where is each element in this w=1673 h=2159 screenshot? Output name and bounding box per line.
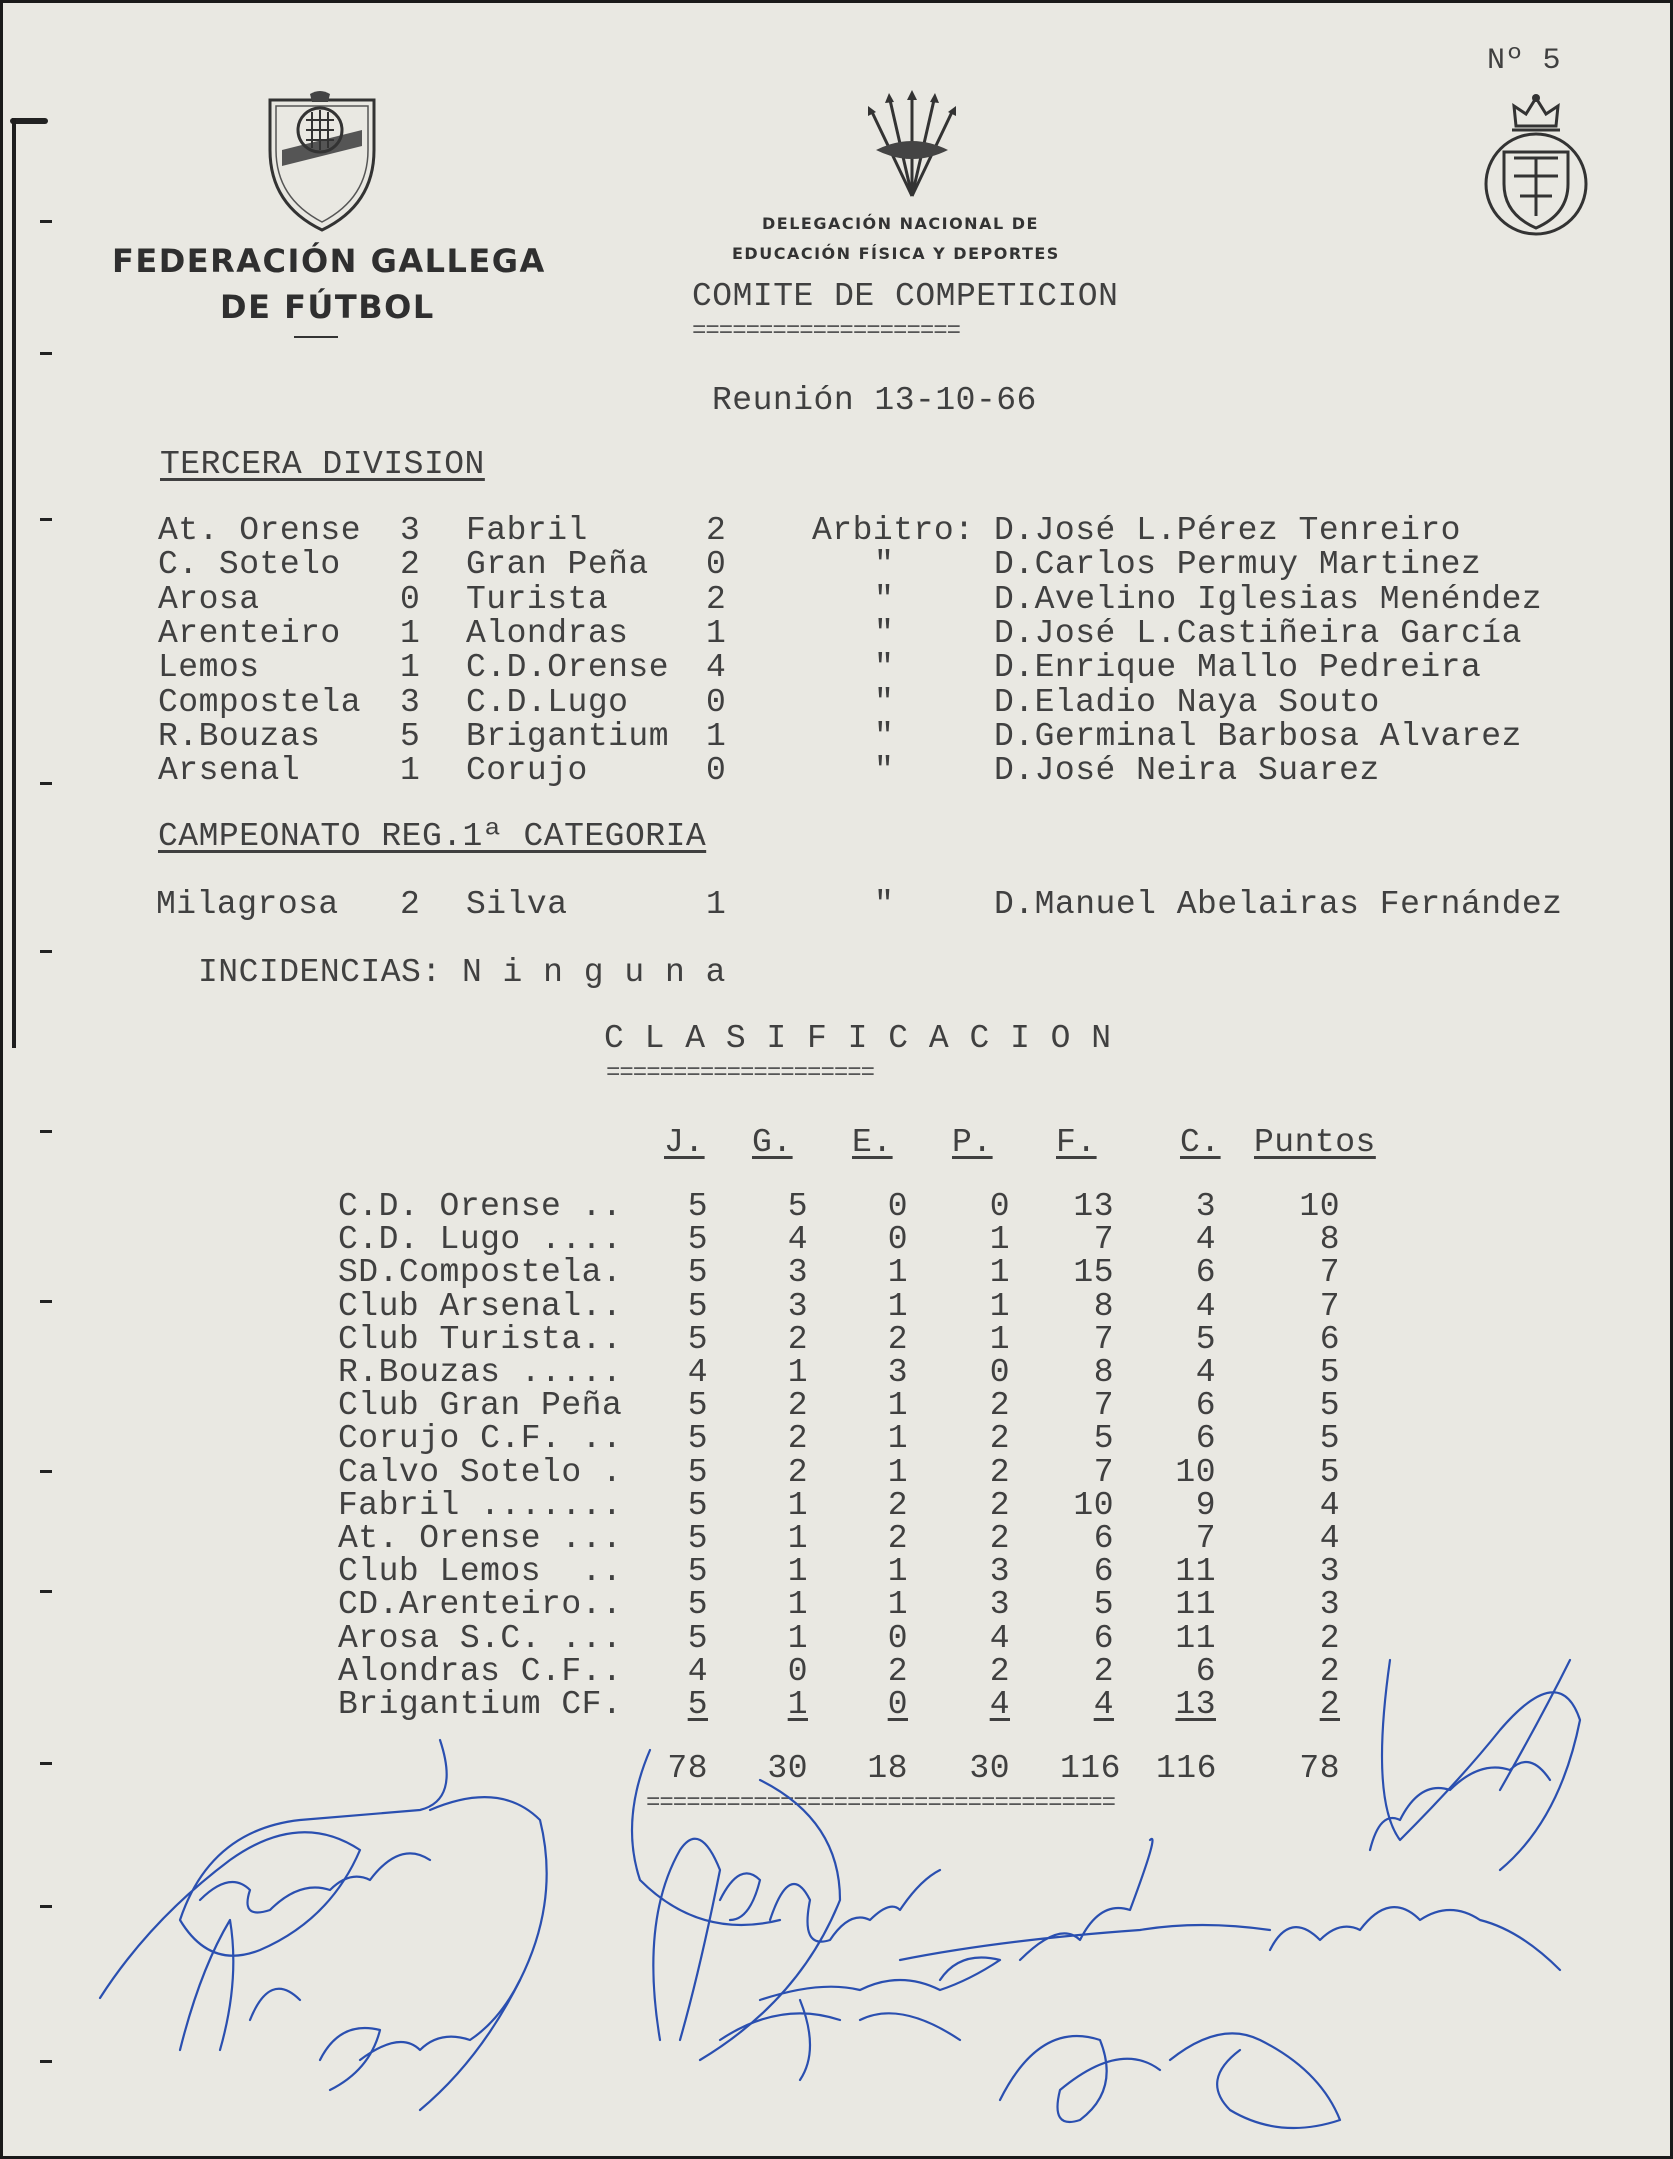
table-cell: 5 xyxy=(1195,1320,1216,1358)
table-cell: 5 xyxy=(1093,1586,1114,1624)
tercera-division-title: TERCERA DIVISION xyxy=(160,446,485,483)
match-ref-label: " xyxy=(874,886,895,923)
document-number: Nº 5 xyxy=(1487,44,1562,78)
team-name: C.D. Orense .. xyxy=(338,1188,623,1225)
federation-name-line1: FEDERACIÓN GALLEGA xyxy=(112,242,546,280)
committee-title: COMITE DE COMPETICION xyxy=(692,278,1119,315)
total-cell: 30 xyxy=(767,1750,808,1787)
table-cell: 5 xyxy=(687,1420,708,1458)
match-as: 2 xyxy=(706,512,727,549)
match-hs: 3 xyxy=(400,683,421,721)
table-cell: 2 xyxy=(787,1453,808,1491)
match-ref-label: " xyxy=(874,752,895,790)
match-as: 1 xyxy=(706,614,727,652)
match-as: 0 xyxy=(706,752,727,790)
signature-5 xyxy=(1270,1907,1560,1970)
table-cell: 6 xyxy=(1195,1652,1216,1690)
totals-double-rule: =================================== xyxy=(646,1790,1116,1817)
table-cell: 5 xyxy=(1319,1354,1340,1391)
table-cell: 1 xyxy=(787,1619,808,1657)
total-cell: 78 xyxy=(1299,1750,1340,1787)
table-cell: 2 xyxy=(1319,1619,1340,1657)
table-cell: 6 xyxy=(1195,1420,1216,1458)
match-home: Arenteiro xyxy=(158,614,341,652)
table-cell: 5 xyxy=(687,1221,708,1259)
table-cell: 2 xyxy=(887,1320,908,1358)
team-name: SD.Compostela. xyxy=(338,1254,623,1292)
table-cell: 8 xyxy=(1093,1287,1114,1325)
table-cell: 5 xyxy=(687,1586,708,1624)
table-cell: 2 xyxy=(1093,1652,1114,1690)
federation-shield-logo xyxy=(262,90,382,235)
match-home: At. Orense xyxy=(158,512,362,549)
table-cell: 1 xyxy=(887,1387,908,1425)
table-cell: 5 xyxy=(1319,1453,1340,1491)
match-away-score: 1 xyxy=(706,886,727,923)
match-away: Silva xyxy=(466,886,568,923)
table-cell: 1 xyxy=(887,1453,908,1491)
table-cell: 6 xyxy=(1319,1320,1340,1358)
table-cell: 4 xyxy=(1319,1486,1340,1524)
match-as: 0 xyxy=(706,683,727,721)
table-cell: 0 xyxy=(887,1619,908,1657)
total-cell: 78 xyxy=(667,1750,708,1787)
table-cell: 3 xyxy=(1319,1586,1340,1624)
table-cell: 6 xyxy=(1195,1254,1216,1292)
match-as: 0 xyxy=(706,546,727,584)
table-cell: 7 xyxy=(1319,1287,1340,1325)
table-cell: 9 xyxy=(1195,1486,1216,1524)
table-cell: 5 xyxy=(687,1387,708,1425)
table-cell: 5 xyxy=(687,1188,708,1225)
match-referee: D.José Neira Suarez xyxy=(994,752,1380,790)
signature-3 xyxy=(770,1870,940,1942)
team-name: CD.Arenteiro.. xyxy=(338,1586,623,1624)
column-header: G. xyxy=(752,1124,793,1161)
match-hs: 1 xyxy=(400,752,421,790)
table-cell: 6 xyxy=(1093,1553,1114,1591)
incidencias: INCIDENCIAS: N i n g u n a xyxy=(198,954,726,991)
table-cell: 1 xyxy=(989,1221,1010,1259)
table-cell: 10 xyxy=(1299,1188,1340,1225)
table-cell: 5 xyxy=(687,1686,708,1723)
table-cell: 1 xyxy=(989,1287,1010,1325)
match-ref-label: " xyxy=(874,649,895,687)
table-cell: 4 xyxy=(989,1619,1010,1657)
table-cell: 0 xyxy=(887,1221,908,1259)
table-cell: 5 xyxy=(787,1188,808,1225)
signature-1 xyxy=(100,1740,447,1998)
signature-2 xyxy=(653,1839,760,2040)
match-referee: D.José L.Pérez Tenreiro xyxy=(994,512,1461,549)
table-cell: 5 xyxy=(687,1619,708,1657)
table-cell: 3 xyxy=(787,1254,808,1292)
match-away: Gran Peña xyxy=(466,546,649,584)
table-cell: 2 xyxy=(787,1387,808,1425)
match-hs: 2 xyxy=(400,546,421,584)
table-cell: 5 xyxy=(687,1320,708,1358)
committee-double-rule: ==================== xyxy=(692,318,961,345)
table-cell: 2 xyxy=(1319,1652,1340,1690)
table-cell: 1 xyxy=(887,1586,908,1624)
team-name: C.D. Lugo .... xyxy=(338,1221,623,1259)
table-cell: 4 xyxy=(989,1686,1010,1723)
match-as: 1 xyxy=(706,717,727,755)
clasificacion-double-rule: ==================== xyxy=(606,1060,875,1087)
yoke-arrows-emblem xyxy=(862,88,962,198)
clasificacion-title: C L A S I F I C A C I O N xyxy=(604,1020,1112,1057)
match-ref-label: " xyxy=(874,614,895,652)
table-cell: 13 xyxy=(1073,1188,1114,1225)
match-home: Compostela xyxy=(158,683,362,721)
match-home: Milagrosa xyxy=(156,886,339,923)
match-away: Turista xyxy=(466,580,609,618)
table-cell: 2 xyxy=(989,1486,1010,1524)
table-cell: 5 xyxy=(687,1287,708,1325)
table-cell: 2 xyxy=(989,1453,1010,1491)
match-ref-label: Arbitro: xyxy=(812,512,975,549)
table-cell: 10 xyxy=(1175,1453,1216,1491)
team-name: Arosa S.C. ... xyxy=(338,1619,623,1657)
team-name: Alondras C.F.. xyxy=(338,1652,623,1690)
table-cell: 4 xyxy=(1093,1686,1114,1723)
table-cell: 7 xyxy=(1195,1520,1216,1557)
total-cell: 116 xyxy=(1156,1750,1217,1787)
team-name: Calvo Sotelo . xyxy=(338,1453,623,1491)
total-cell: 30 xyxy=(969,1750,1010,1787)
column-header: C. xyxy=(1180,1124,1221,1161)
table-cell: 1 xyxy=(787,1354,808,1391)
team-name: Club Gran Peña xyxy=(338,1387,623,1425)
table-cell: 5 xyxy=(687,1520,708,1557)
column-header: E. xyxy=(852,1124,893,1161)
match-referee: D.Enrique Mallo Pedreira xyxy=(994,649,1482,687)
table-cell: 7 xyxy=(1319,1254,1340,1292)
table-cell: 5 xyxy=(687,1553,708,1591)
table-cell: 5 xyxy=(687,1254,708,1292)
table-cell: 1 xyxy=(887,1287,908,1325)
table-cell: 2 xyxy=(989,1387,1010,1425)
match-away: Corujo xyxy=(466,752,588,790)
regional-title: CAMPEONATO REG.1ª CATEGORIA xyxy=(158,818,707,855)
table-cell: 2 xyxy=(989,1652,1010,1690)
match-hs: 1 xyxy=(400,649,421,687)
column-header: P. xyxy=(952,1124,993,1161)
table-cell: 4 xyxy=(1195,1287,1216,1325)
match-ref-label: " xyxy=(874,546,895,584)
table-cell: 1 xyxy=(787,1586,808,1624)
match-referee: D.Eladio Naya Souto xyxy=(994,683,1380,721)
table-cell: 2 xyxy=(887,1486,908,1524)
table-cell: 7 xyxy=(1093,1320,1114,1358)
match-ref-label: " xyxy=(874,580,895,618)
table-cell: 1 xyxy=(887,1254,908,1292)
table-cell: 1 xyxy=(887,1420,908,1458)
table-cell: 1 xyxy=(887,1553,908,1591)
table-cell: 1 xyxy=(989,1254,1010,1292)
table-cell: 4 xyxy=(1319,1520,1340,1557)
match-hs: 0 xyxy=(400,580,421,618)
table-cell: 1 xyxy=(989,1320,1010,1358)
match-away: C.D.Orense xyxy=(466,649,670,687)
team-name: Brigantium CF. xyxy=(338,1686,623,1723)
match-hs: 3 xyxy=(400,512,421,549)
match-hs: 5 xyxy=(400,717,421,755)
table-cell: 5 xyxy=(687,1453,708,1491)
match-away: Alondras xyxy=(466,614,629,652)
total-cell: 116 xyxy=(1060,1750,1121,1787)
table-cell: 2 xyxy=(989,1420,1010,1458)
signatures xyxy=(0,1620,1673,2159)
table-cell: 0 xyxy=(989,1188,1010,1225)
team-name: Club Turista.. xyxy=(338,1320,623,1358)
table-cell: 0 xyxy=(989,1354,1010,1391)
table-cell: 5 xyxy=(1319,1420,1340,1458)
table-cell: 4 xyxy=(787,1221,808,1259)
federation-underline xyxy=(294,336,338,338)
table-cell: 3 xyxy=(1195,1188,1216,1225)
table-cell: 10 xyxy=(1073,1486,1114,1524)
team-name: Club Lemos .. xyxy=(338,1553,623,1591)
table-cell: 1 xyxy=(787,1520,808,1557)
match-away: C.D.Lugo xyxy=(466,683,629,721)
table-cell: 4 xyxy=(1195,1354,1216,1391)
table-cell: 7 xyxy=(1093,1221,1114,1259)
meeting-date: Reunión 13-10-66 xyxy=(712,382,1037,419)
match-referee: D.José L.Castiñeira García xyxy=(994,614,1522,652)
team-name: Corujo C.F. .. xyxy=(338,1420,623,1458)
federation-name-line2: DE FÚTBOL xyxy=(220,288,435,326)
signature-4 xyxy=(900,1839,1270,1960)
table-cell: 0 xyxy=(887,1686,908,1723)
table-cell: 2 xyxy=(787,1420,808,1458)
table-cell: 8 xyxy=(1093,1354,1114,1391)
table-cell: 0 xyxy=(887,1188,908,1225)
table-cell: 8 xyxy=(1319,1221,1340,1259)
match-home: R.Bouzas xyxy=(158,717,321,755)
table-cell: 6 xyxy=(1195,1387,1216,1425)
match-referee: D.Manuel Abelairas Fernández xyxy=(994,886,1563,923)
table-cell: 7 xyxy=(1093,1453,1114,1491)
table-cell: 1 xyxy=(787,1553,808,1591)
match-away: Fabril xyxy=(466,512,588,549)
table-cell: 13 xyxy=(1175,1686,1216,1723)
match-home: C. Sotelo xyxy=(158,546,341,584)
table-cell: 2 xyxy=(1319,1686,1340,1723)
table-cell: 5 xyxy=(1093,1420,1114,1458)
table-cell: 1 xyxy=(787,1686,808,1723)
table-cell: 3 xyxy=(989,1586,1010,1624)
table-cell: 5 xyxy=(1319,1387,1340,1425)
table-cell: 2 xyxy=(887,1652,908,1690)
team-name: Club Arsenal.. xyxy=(338,1287,623,1325)
match-home: Arsenal xyxy=(158,752,301,790)
table-cell: 4 xyxy=(687,1354,708,1391)
table-cell: 7 xyxy=(1093,1387,1114,1425)
delegation-line2: EDUCACIÓN FÍSICA Y DEPORTES xyxy=(732,244,1060,263)
table-cell: 3 xyxy=(1319,1553,1340,1591)
team-name: R.Bouzas ..... xyxy=(338,1354,623,1391)
match-referee: D.Avelino Iglesias Menéndez xyxy=(994,580,1543,618)
match-home: Lemos xyxy=(158,649,260,687)
match-referee: D.Germinal Barbosa Alvarez xyxy=(994,717,1522,755)
table-cell: 2 xyxy=(989,1520,1010,1557)
table-cell: 11 xyxy=(1175,1586,1216,1624)
column-header: Puntos xyxy=(1254,1124,1376,1161)
table-cell: 5 xyxy=(687,1486,708,1524)
match-as: 4 xyxy=(706,649,727,687)
table-cell: 1 xyxy=(787,1486,808,1524)
team-name: Fabril ....... xyxy=(338,1486,623,1524)
table-cell: 6 xyxy=(1093,1520,1114,1557)
match-home: Arosa xyxy=(158,580,260,618)
table-cell: 2 xyxy=(787,1320,808,1358)
team-name: At. Orense ... xyxy=(338,1520,623,1557)
table-cell: 3 xyxy=(787,1287,808,1325)
total-cell: 18 xyxy=(867,1750,908,1787)
match-ref-label: " xyxy=(874,683,895,721)
match-away: Brigantium xyxy=(466,717,670,755)
table-cell: 11 xyxy=(1175,1553,1216,1591)
match-hs: 1 xyxy=(400,614,421,652)
table-cell: 3 xyxy=(989,1553,1010,1591)
crowned-crest-logo xyxy=(1480,92,1592,238)
table-cell: 11 xyxy=(1175,1619,1216,1657)
table-cell: 4 xyxy=(687,1652,708,1690)
match-as: 2 xyxy=(706,580,727,618)
match-home-score: 2 xyxy=(400,886,421,923)
table-cell: 15 xyxy=(1073,1254,1114,1292)
column-header: J. xyxy=(664,1124,705,1161)
table-cell: 3 xyxy=(887,1354,908,1391)
delegation-line1: DELEGACIÓN NACIONAL DE xyxy=(762,214,1039,233)
table-cell: 0 xyxy=(787,1652,808,1690)
table-cell: 4 xyxy=(1195,1221,1216,1259)
table-cell: 2 xyxy=(887,1520,908,1557)
column-header: F. xyxy=(1056,1124,1097,1161)
match-ref-label: " xyxy=(874,717,895,755)
table-cell: 6 xyxy=(1093,1619,1114,1657)
match-referee: D.Carlos Permuy Martinez xyxy=(994,546,1482,584)
